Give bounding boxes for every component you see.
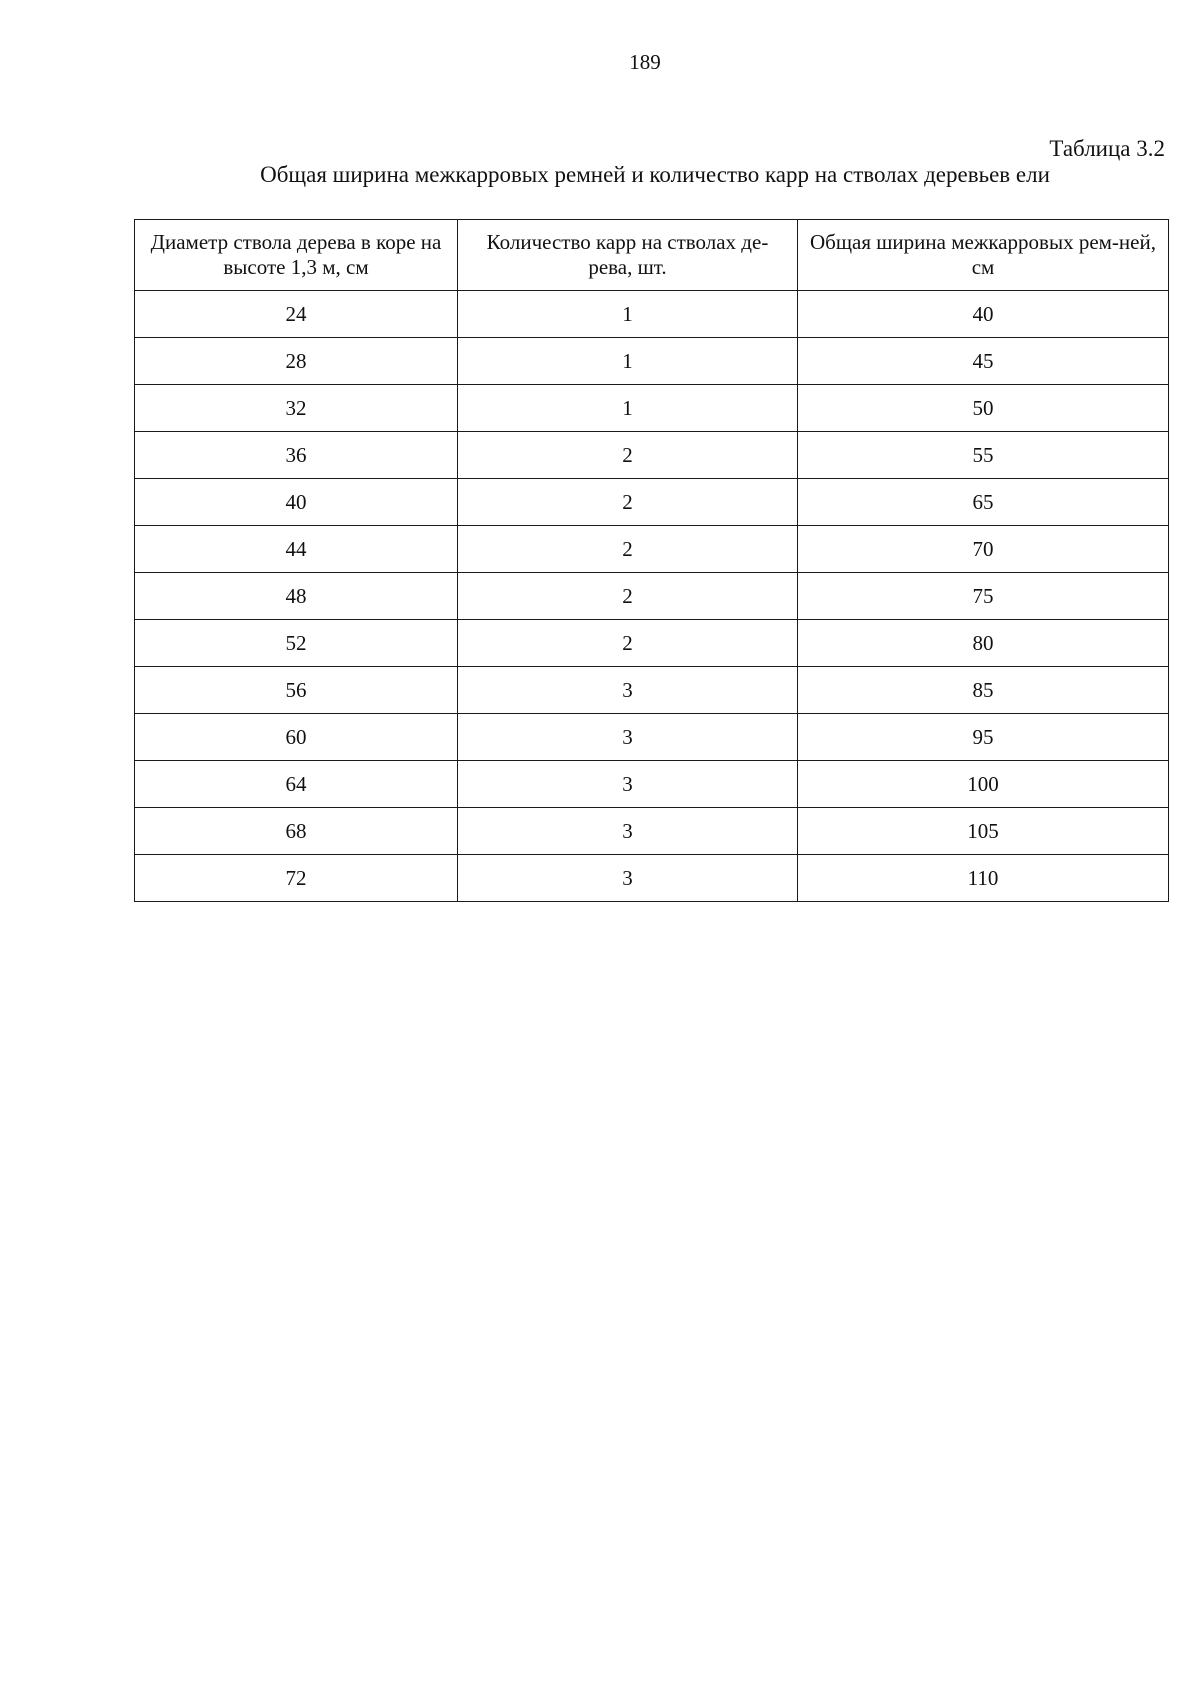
table-row <box>135 479 1169 526</box>
table-row <box>135 291 1169 338</box>
cell-tap-count: 1 <box>458 338 798 385</box>
table-row <box>135 761 1169 808</box>
cell-tap-count: 2 <box>458 573 798 620</box>
cell-diameter: 36 <box>135 432 458 479</box>
cell-diameter: 64 <box>135 761 458 808</box>
cell-strip-width: 80 <box>798 620 1169 667</box>
cell-diameter: 24 <box>135 291 458 338</box>
table-row <box>135 855 1169 902</box>
cell-tap-count: 2 <box>458 526 798 573</box>
cell-strip-width: 70 <box>798 526 1169 573</box>
cell-strip-width: 65 <box>798 479 1169 526</box>
cell-strip-width: 100 <box>798 761 1169 808</box>
cell-tap-count: 3 <box>458 808 798 855</box>
page-number: 189 <box>629 50 661 74</box>
table-row <box>135 338 1169 385</box>
cell-diameter: 44 <box>135 526 458 573</box>
cell-diameter: 72 <box>135 855 458 902</box>
table-row <box>135 573 1169 620</box>
cell-tap-count: 2 <box>458 432 798 479</box>
cell-strip-width: 50 <box>798 385 1169 432</box>
cell-strip-width: 95 <box>798 714 1169 761</box>
column-header-diameter: Диаметр ствола дерева в коре на высоте 1,3 м, см <box>135 220 458 291</box>
column-header-strip-width: Общая ширина межкарровых рем-ней, см <box>798 220 1169 291</box>
cell-tap-count: 3 <box>458 714 798 761</box>
table-row <box>135 526 1169 573</box>
cell-tap-count: 2 <box>458 479 798 526</box>
table-body <box>135 291 1169 902</box>
column-header-tap-count: Количество карр на стволах де-рева, шт. <box>458 220 798 291</box>
cell-strip-width: 85 <box>798 667 1169 714</box>
table-row <box>135 385 1169 432</box>
cell-diameter: 28 <box>135 338 458 385</box>
cell-tap-count: 3 <box>458 667 798 714</box>
cell-tap-count: 1 <box>458 385 798 432</box>
table-header-row <box>135 220 1169 291</box>
cell-diameter: 48 <box>135 573 458 620</box>
table-row <box>135 714 1169 761</box>
cell-diameter: 52 <box>135 620 458 667</box>
cell-strip-width: 110 <box>798 855 1169 902</box>
cell-diameter: 68 <box>135 808 458 855</box>
cell-strip-width: 55 <box>798 432 1169 479</box>
cell-diameter: 60 <box>135 714 458 761</box>
cell-tap-count: 2 <box>458 620 798 667</box>
cell-strip-width: 40 <box>798 291 1169 338</box>
data-table <box>134 219 1169 902</box>
table-label: Таблица 3.2 <box>1049 136 1165 161</box>
table-row <box>135 620 1169 667</box>
cell-strip-width: 45 <box>798 338 1169 385</box>
cell-tap-count: 1 <box>458 291 798 338</box>
cell-strip-width: 75 <box>798 573 1169 620</box>
cell-tap-count: 3 <box>458 855 798 902</box>
cell-diameter: 40 <box>135 479 458 526</box>
table-row <box>135 667 1169 714</box>
table-row <box>135 808 1169 855</box>
table-row <box>135 432 1169 479</box>
table-title: Общая ширина межкарровых ремней и количество карр на стволах деревьев ели <box>260 162 1050 187</box>
cell-diameter: 32 <box>135 385 458 432</box>
cell-strip-width: 105 <box>798 808 1169 855</box>
cell-diameter: 56 <box>135 667 458 714</box>
cell-tap-count: 3 <box>458 761 798 808</box>
